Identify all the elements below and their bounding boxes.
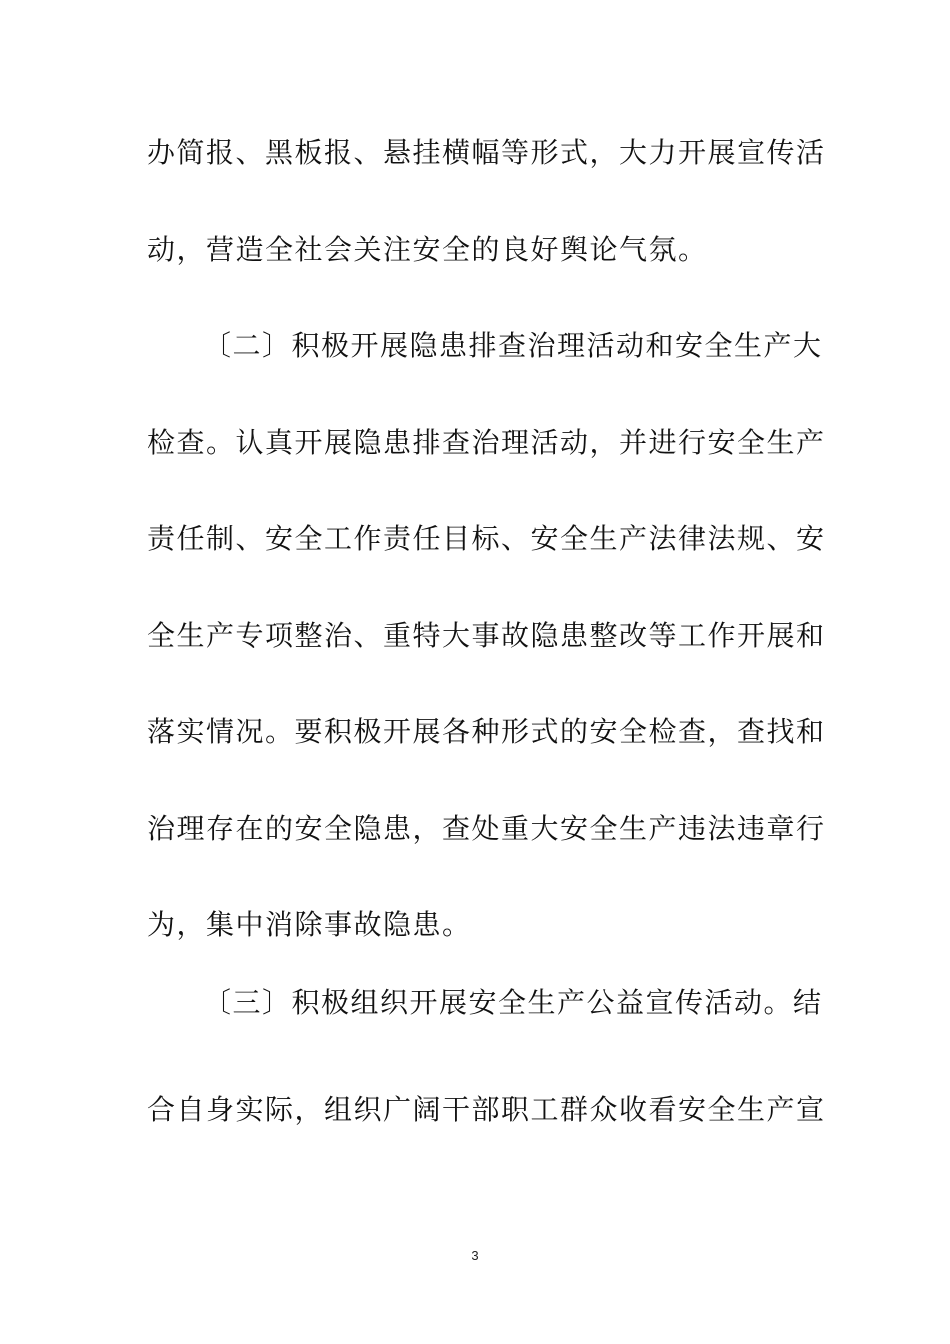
text-line: 检查。认真开展隐患排查治理活动，并进行安全生产 bbox=[147, 426, 826, 459]
section-heading-line: 〔三〕积极组织开展安全生产公益宣传活动。结 bbox=[203, 986, 823, 1019]
page-number: 3 bbox=[471, 1248, 479, 1263]
text-line: 办简报、黑板报、悬挂横幅等形式，大力开展宣传活 bbox=[147, 136, 826, 169]
text-line: 落实情况。要积极开展各种形式的安全检查，查找和 bbox=[147, 715, 826, 748]
text-line: 为，集中消除事故隐患。 bbox=[147, 908, 472, 941]
text-line: 合自身实际，组织广阔干部职工群众收看安全生产宣 bbox=[147, 1093, 826, 1126]
text-line: 治理存在的安全隐患，查处重大安全生产违法违章行 bbox=[147, 812, 826, 845]
text-line: 责任制、安全工作责任目标、安全生产法律法规、安 bbox=[147, 522, 826, 555]
section-heading-line: 〔二〕积极开展隐患排查治理活动和安全生产大 bbox=[203, 329, 823, 362]
text-line: 全生产专项整治、重特大事故隐患整改等工作开展和 bbox=[147, 619, 826, 652]
text-line: 动，营造全社会关注安全的良好舆论气氛。 bbox=[147, 233, 708, 266]
